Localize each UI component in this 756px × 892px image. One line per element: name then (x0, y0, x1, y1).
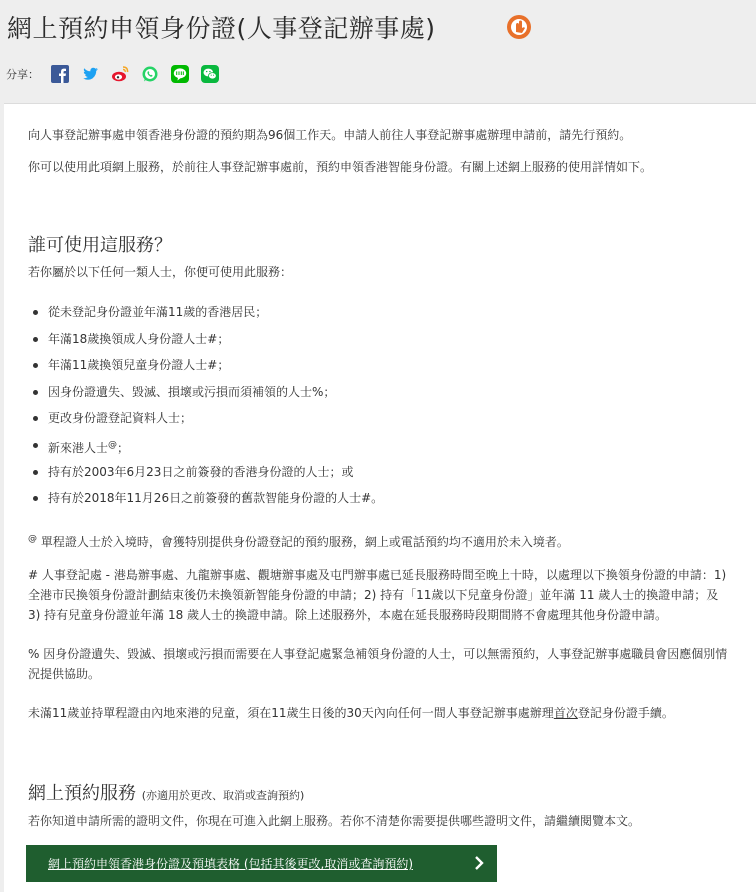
share-label: 分享： (6, 68, 39, 81)
list-item-tail: ； (117, 440, 130, 455)
facebook-icon[interactable] (51, 65, 69, 83)
weibo-icon[interactable] (111, 65, 129, 83)
note-minor (28, 703, 733, 723)
list-item: 因身份證遺失、毀滅、損壞或污損而須補領的人士%； (28, 379, 728, 406)
list-item: 更改身份證登記資料人士； (28, 405, 728, 432)
wechat-icon[interactable] (201, 65, 219, 83)
list-item: 持有於2018年11月26日之前簽發的舊款智能身份證的人士#。 (28, 485, 728, 512)
whatsapp-icon[interactable] (141, 65, 159, 83)
list-item: 從未登記身份證並年滿11歲的香港居民； (28, 299, 728, 326)
online-heading-note: (亦適用於更改、取消或查詢預約) (141, 789, 305, 802)
intro-paragraph-2: 你可以使用此項網上服務，於前往人事登記辦事處前，預約申領香港智能身份證。有關上述網上服務的使用詳情如下。 (28, 160, 653, 174)
note-percent: % 因身份證遺失、毀滅、損壞或污損而需要在人事登記處緊急補領身份證的人士，可以無需預約，人事登記辦事處職員會因應個別情況提供協助。 (28, 647, 728, 681)
online-heading (28, 779, 304, 805)
online-heading-text: 網上預約服務 (28, 783, 136, 804)
online-text: 若你知道申請所需的證明文件，你現在可進入此網上服務。若你不清楚你需要提供哪些證明文件，請繼續閱覽本文。 (28, 814, 641, 828)
page-title: 網上預約申領身份證(人事登記辦事處) (7, 14, 436, 43)
list-item: 年滿11歲換領兒童身份證人士#； (28, 352, 728, 379)
first-registration-link[interactable]: 首次 (553, 706, 578, 720)
list-item: 持有於2003年6月23日之前簽發的香港身份證的人士；或 (28, 459, 728, 486)
chevron-right-icon (473, 854, 485, 872)
list-item-text: 新來港人士 (48, 440, 109, 455)
online-booking-button-label: 網上預約申領香港身份證及預填表格 (包括其後更改,取消或查詢預約) (48, 857, 413, 871)
online-booking-button[interactable] (26, 845, 497, 882)
eligibility-list (28, 299, 728, 512)
who-lead-text: 若你屬於以下任何一類人士，你便可使用此服務： (28, 265, 293, 279)
intro-paragraph-1: 向人事登記辦事處申領香港身份證的預約期為96個工作天。申請人前往人事登記辦事處辦理申請前，請先行預約。 (28, 128, 632, 142)
main-content (4, 103, 756, 892)
note-at (28, 529, 733, 552)
note-minor-text-end: 登記身份證手續。 (577, 706, 674, 720)
footnote-marker: @ (108, 439, 118, 450)
list-item: 年滿18歲換領成人身份證人士#； (28, 326, 728, 353)
hand-icon (506, 14, 532, 40)
twitter-icon[interactable] (81, 65, 99, 83)
line-icon[interactable] (171, 65, 189, 83)
who-heading: 誰可使用這服務？ (28, 235, 172, 256)
note-at-text: 單程證人士於入境時，會獲特別提供身份證登記的預約服務，網上或電話預約均不適用於未入境者。 (37, 535, 569, 549)
note-minor-text: 未滿11歲並持單程證由內地來港的兒童，須在11歲生日後的30天內向任何一間人事登記辦事處辦理 (28, 706, 554, 720)
footnote-marker: @ (28, 534, 37, 544)
note-hash: # 人事登記處 - 港島辦事處、九龍辦事處、觀塘辦事處及屯門辦事處已延長服務時間至晚上十時，以處理以下換領身份證的申請：1) 全港市民換領身份證計劃結束後仍未換領新智能身份證的申請；2) 持有「11歲以下兒童身份證」並年滿 11 歲人士的換證申請；及 3) 持有兒童身份證並年滿 18 歲人士的換證申請。除上述服務外，本處在延長服務時段期間將不會處理其他身份證申請。 (28, 568, 727, 622)
page-header (0, 0, 756, 103)
list-item (28, 432, 728, 459)
share-bar (6, 64, 231, 84)
